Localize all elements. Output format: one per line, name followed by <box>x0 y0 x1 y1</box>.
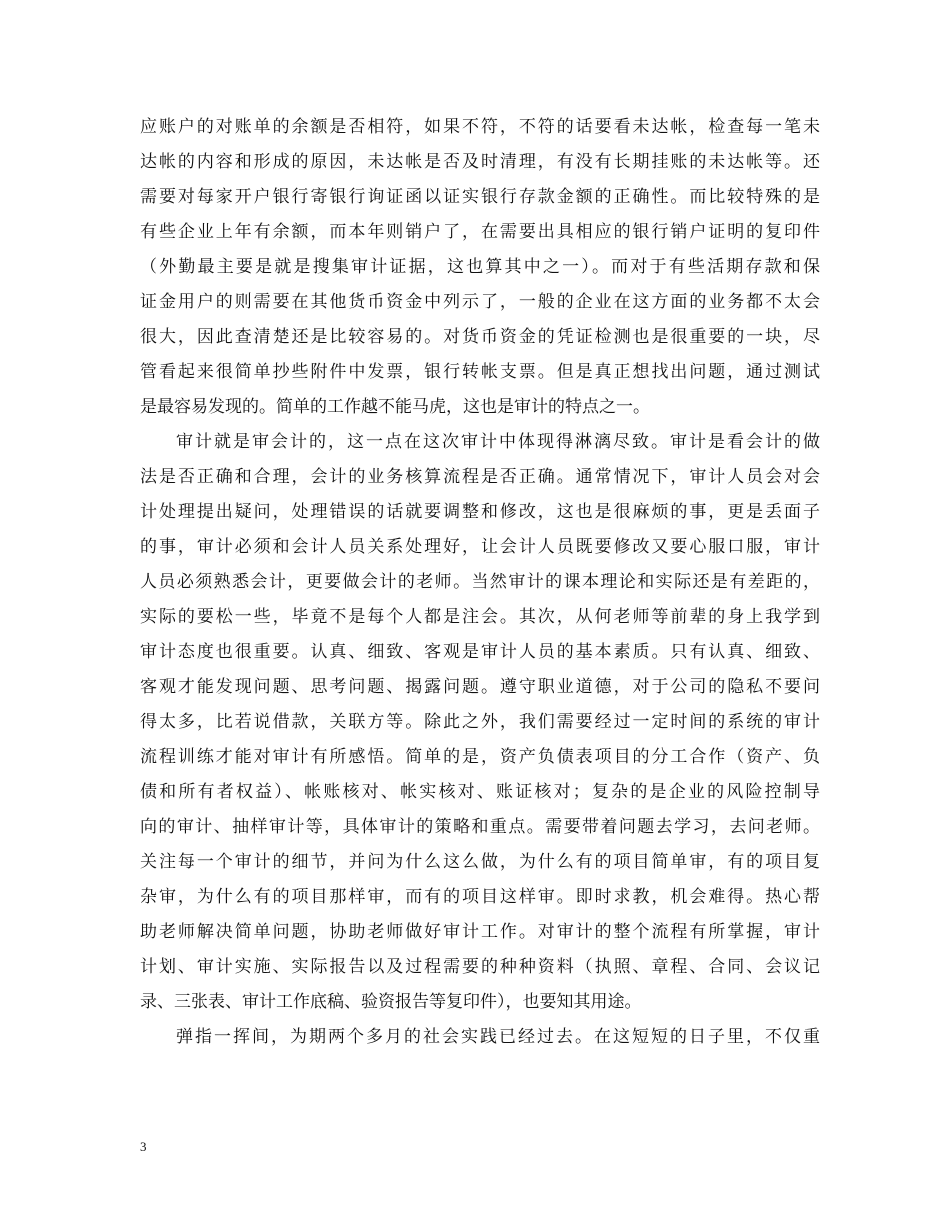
text-line: 是最容易发现的。简单的工作越不能马虎，这也是审计的特点之一。 <box>140 397 650 417</box>
paragraph-3 <box>140 1020 820 1055</box>
text-line: 达帐的内容和形成的原因，未达帐是否及时清理，有没有长期挂账的未达帐等。还 <box>140 152 820 172</box>
text-line: 弹指一挥间，为期两个多月的社会实践已经过去。在这短短的日子里，不仅重 <box>176 1027 820 1047</box>
text-line: 管看起来很简单抄些附件中发票，银行转帐支票。但是真正想找出问题，通过测试 <box>140 362 820 382</box>
text-line: 关注每一个审计的细节，并问为什么这么做，为什么有的项目简单审，有的项目复 <box>140 852 820 872</box>
text-line: 得太多，比若说借款，关联方等。除此之外，我们需要经过一定时间的系统的审计 <box>140 712 820 732</box>
paragraph-1 <box>140 110 820 425</box>
text-line: 的事，审计必须和会计人员关系处理好，让会计人员既要修改又要心服口服，审计 <box>140 537 820 557</box>
text-line: 流程训练才能对审计有所感悟。简单的是，资产负债表项目的分工合作（资产、负 <box>140 747 820 767</box>
text-line: 杂审，为什么有的项目那样审，而有的项目这样审。即时求教，机会难得。热心帮 <box>140 887 820 907</box>
text-line: 录、三张表、审计工作底稿、验资报告等复印件），也要知其用途。 <box>140 992 642 1012</box>
text-line: 人员必须熟悉会计，更要做会计的老师。当然审计的课本理论和实际还是有差距的， <box>140 572 820 592</box>
text-line: 需要对每家开户银行寄银行询证函以证实银行存款金额的正确性。而比较特殊的是 <box>140 187 820 207</box>
text-line: 计划、审计实施、实际报告以及过程需要的种种资料（执照、章程、合同、会议记 <box>140 957 820 977</box>
page-number: 3 <box>140 1139 147 1154</box>
text-line: 法是否正确和合理，会计的业务核算流程是否正确。通常情况下，审计人员会对会 <box>140 467 820 487</box>
text-line: 客观才能发现问题、思考问题、揭露问题。遵守职业道德，对于公司的隐私不要问 <box>140 677 820 697</box>
text-line: （外勤最主要是就是搜集审计证据，这也算其中之一）。而对于有些活期存款和保 <box>140 257 820 277</box>
text-line: 应账户的对账单的余额是否相符，如果不符，不符的话要看未达帐，检查每一笔未 <box>140 117 820 137</box>
text-line: 很大，因此查清楚还是比较容易的。对货币资金的凭证检测也是很重要的一块，尽 <box>140 327 820 347</box>
paragraph-2 <box>140 425 820 1020</box>
text-line: 向的审计、抽样审计等，具体审计的策略和重点。需要带着问题去学习，去问老师。 <box>140 817 820 837</box>
text-line: 证金用户的则需要在其他货币资金中列示了，一般的企业在这方面的业务都不太会 <box>140 292 820 312</box>
text-line: 实际的要松一些，毕竟不是每个人都是注会。其次，从何老师等前辈的身上我学到 <box>140 607 820 627</box>
text-line: 计处理提出疑问，处理错误的话就要调整和修改，这也是很麻烦的事，更是丢面子 <box>140 502 820 522</box>
text-line: 债和所有者权益）、帐账核对、帐实核对、账证核对；复杂的是企业的风险控制导 <box>140 782 820 802</box>
text-line: 审计态度也很重要。认真、细致、客观是审计人员的基本素质。只有认真、细致、 <box>140 642 820 662</box>
text-line: 有些企业上年有余额，而本年则销户了，在需要出具相应的银行销户证明的复印件 <box>140 222 820 242</box>
text-line: 审计就是审会计的，这一点在这次审计中体现得淋漓尽致。审计是看会计的做 <box>176 432 820 452</box>
text-line: 助老师解决简单问题，协助老师做好审计工作。对审计的整个流程有所掌握，审计 <box>140 922 820 942</box>
body-text <box>140 110 820 1055</box>
